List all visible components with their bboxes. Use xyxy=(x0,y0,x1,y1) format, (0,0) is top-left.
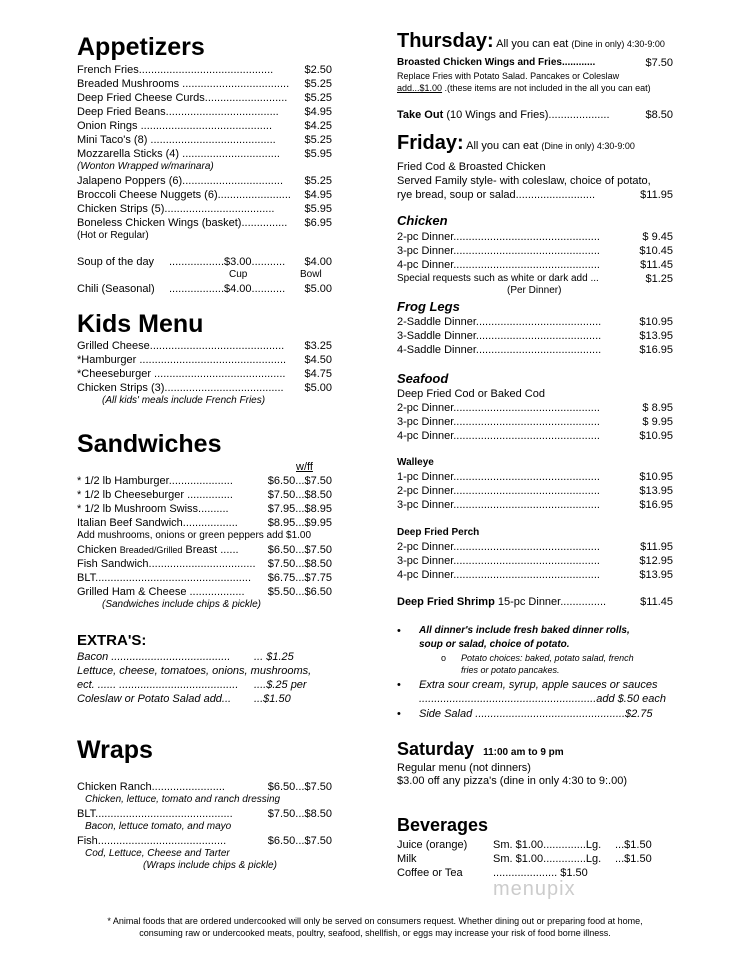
list-item: 4-pc Dinner................................................ $10.95 xyxy=(397,430,673,442)
beverages-title: Beverages xyxy=(397,815,489,835)
bullet-icon: • xyxy=(397,679,401,691)
beverage-name: Coffee or Tea xyxy=(397,867,463,879)
sandwiches-title: Sandwiches xyxy=(77,430,222,458)
list-item: Jalapeno Poppers (6)................................. $5.25 xyxy=(77,175,332,187)
chili-bowl-price: $5.00 xyxy=(304,283,332,295)
list-item: 3-pc Dinner................................................ $ 9.95 xyxy=(397,416,673,428)
list-item: *Hamburger ................................................ $4.50 xyxy=(77,354,332,366)
per-dinner-note: (Per Dinner) xyxy=(507,285,562,296)
thursday-note-2: add...$1.00 .(these items are not included in the all you can eat) xyxy=(397,83,651,93)
extra-lettuce: Lettuce, cheese, tomatoes, onions, mushrooms, xyxy=(77,665,312,677)
list-item: Fish Sandwich................................... $7.50...$8.50 xyxy=(77,558,332,570)
list-item: 3-pc Dinner................................................ $16.95 xyxy=(397,499,673,511)
seafood-title: Seafood xyxy=(397,371,449,386)
bullet-icon: • xyxy=(397,625,401,637)
footer-line: consuming raw or undercooked meats, poultry, seafood, shellfish, or eggs may increase your risk of food borne illness. xyxy=(139,928,611,938)
sub-bullet-text: fries or potato pancakes. xyxy=(461,665,560,675)
sub-bullet-text: Potato choices: baked, potato salad, french xyxy=(461,653,634,663)
list-item: Onion Rings ........................................... $4.25 xyxy=(77,120,332,132)
wraps-note: (Wraps include chips & pickle) xyxy=(143,860,277,871)
list-item: Chicken Ranch........................ $6.50...$7.50 xyxy=(77,781,332,793)
bullet-text: Side Salad .................................................$2.75 xyxy=(419,708,653,720)
soup-label: Soup of the day xyxy=(77,256,155,268)
beverage-price: Sm. $1.00..............Lg. xyxy=(493,853,602,865)
cod-title: Deep Fried Cod or Baked Cod xyxy=(397,388,545,400)
bullet-icon: • xyxy=(397,708,401,720)
wraps-title: Wraps xyxy=(77,736,153,764)
frog-title: Frog Legs xyxy=(397,299,460,314)
appetizers-title: Appetizers xyxy=(77,33,205,61)
beverage-price: ...$1.50 xyxy=(615,853,652,865)
chili-label: Chili (Seasonal) xyxy=(77,283,155,295)
list-item: 3-pc Dinner................................................ $10.45 xyxy=(397,245,673,257)
wff-label: w/ff xyxy=(296,461,313,473)
wrap-desc: Cod, Lettuce, Cheese and Tarter xyxy=(85,848,230,859)
wings-note: (Hot or Regular) xyxy=(77,230,149,241)
list-item: 3-Saddle Dinner......................................... $13.95 xyxy=(397,330,673,342)
list-item: rye bread, soup or salad.......................... $11.95 xyxy=(397,189,673,201)
extra-bacon: Bacon ....................................... xyxy=(77,651,231,663)
list-item: Fish.......................................... $6.50...$7.50 xyxy=(77,835,332,847)
list-item: Boneless Chicken Wings (basket)............... $6.95 xyxy=(77,217,332,229)
thursday-note: Replace Fries with Potato Salad. Pancakes or Coleslaw xyxy=(397,71,620,81)
list-item: French Fries............................................ $2.50 xyxy=(77,64,332,76)
list-item: 4-Saddle Dinner......................................... $16.95 xyxy=(397,344,673,356)
list-item: 4-pc Dinner................................................ $13.95 xyxy=(397,569,673,581)
beverage-price: Sm. $1.00..............Lg. xyxy=(493,839,602,851)
list-item: BLT............................................. $7.50...$8.50 xyxy=(77,808,332,820)
list-item: Grilled Cheese............................................ $3.25 xyxy=(77,340,332,352)
list-item: Special requests such as white or dark add ... $1.25 xyxy=(397,273,673,285)
list-item: 4-pc Dinner................................................ $11.45 xyxy=(397,259,673,271)
bowl-label: Bowl xyxy=(300,269,322,280)
list-item: Mini Taco's (8) ......................................... $5.25 xyxy=(77,134,332,146)
list-item: 2-pc Dinner................................................ $ 9.45 xyxy=(397,231,673,243)
list-item: Broasted Chicken Wings and Fries............ $7.50 xyxy=(397,57,673,69)
bullet-text: ..........................................................add $.50 each xyxy=(419,693,666,705)
list-item: Chicken Strips (3)....................................... $5.00 xyxy=(77,382,332,394)
extra-coleslaw-price: ...$1.50 xyxy=(254,693,291,705)
list-item: BLT................................................... $6.75...$7.75 xyxy=(77,572,332,584)
bullet-text: Extra sour cream, syrup, apple sauces or sauces xyxy=(419,679,658,691)
list-item: 1-pc Dinner................................................ $10.95 xyxy=(397,471,673,483)
footer-disclaimer xyxy=(0,915,750,939)
cup-label: Cup xyxy=(229,269,248,280)
list-item: Breaded Mushrooms ................................... $5.25 xyxy=(77,78,332,90)
beverage-name: Milk xyxy=(397,853,417,865)
list-item: Deep Fried Shrimp 15-pc Dinner............... $11.45 xyxy=(397,596,673,608)
extra-bacon-price: ... $1.25 xyxy=(254,651,294,663)
list-item: * 1/2 lb Cheeseburger ............... $7.50...$8.50 xyxy=(77,489,332,501)
extra-lettuce-price: ....$.25 per xyxy=(254,679,307,691)
list-item: Grilled Ham & Cheese .................. $5.50...$6.50 xyxy=(77,586,332,598)
beverage-name: Juice (orange) xyxy=(397,839,468,851)
list-item: Deep Fried Cheese Curds........................... $5.25 xyxy=(77,92,332,104)
extra-lettuce-2: ect. ...... ....................................... xyxy=(77,679,239,691)
list-item: Chicken Breaded/Grilled Breast ...... $6.50...$7.50 xyxy=(77,544,332,556)
sandwich-note: (Sandwiches include chips & pickle) xyxy=(102,599,261,610)
bullet-text: All dinner's include fresh baked dinner rolls, xyxy=(419,625,630,636)
list-item: Italian Beef Sandwich.................. $8.95...$9.95 xyxy=(77,517,332,529)
sandwich-addon-note: Add mushrooms, onions or green peppers add $1.00 xyxy=(77,530,312,541)
list-item: 2-Saddle Dinner......................................... $10.95 xyxy=(397,316,673,328)
list-item: 3-pc Dinner................................................ $12.95 xyxy=(397,555,673,567)
list-item: 2-pc Dinner................................................ $ 8.95 xyxy=(397,402,673,414)
watermark: menupix xyxy=(493,878,576,900)
appetizer-note: (Wonton Wrapped w/marinara) xyxy=(77,161,214,172)
thursday-header: Thursday: All you can eat (Dine in only) 4:30-9:00 xyxy=(397,30,665,52)
kids-note: (All kids' meals include French Fries) xyxy=(102,395,266,406)
list-item: *Cheeseburger ........................................... $4.75 xyxy=(77,368,332,380)
list-item: 2-pc Dinner................................................ $11.95 xyxy=(397,541,673,553)
extra-coleslaw: Coleslaw or Potato Salad add... xyxy=(77,693,232,705)
list-item: 2-pc Dinner................................................ $13.95 xyxy=(397,485,673,497)
list-item: * 1/2 lb Hamburger..................... $6.50...$7.50 xyxy=(77,475,332,487)
saturday-line: Regular menu (not dinners) xyxy=(397,762,531,774)
wrap-desc: Chicken, lettuce, tomato and ranch dressing xyxy=(85,794,281,805)
soup-cup-price: ..................$3.00........... xyxy=(169,256,286,268)
beverage-price: ...$1.50 xyxy=(615,839,652,851)
friday-line: Fried Cod & Broasted Chicken xyxy=(397,161,546,173)
friday-line: Served Family style- with coleslaw, choice of potato, xyxy=(397,175,651,187)
saturday-header: Saturday 11:00 am to 9 pm xyxy=(397,739,564,759)
bullet-text: soup or salad, choice of potato. xyxy=(419,639,570,650)
extras-title: EXTRA'S: xyxy=(77,632,147,649)
walleye-title: Walleye xyxy=(397,457,434,468)
chicken-title: Chicken xyxy=(397,213,448,228)
wrap-desc: Bacon, lettuce tomato, and mayo xyxy=(85,821,232,832)
list-item: Deep Fried Beans..................................... $4.95 xyxy=(77,106,332,118)
list-item: * 1/2 lb Mushroom Swiss.......... $7.95...$8.95 xyxy=(77,503,332,515)
perch-title: Deep Fried Perch xyxy=(397,527,480,538)
list-item: Broccoli Cheese Nuggets (6)........................ $4.95 xyxy=(77,189,332,201)
list-item: Take Out (10 Wings and Fries).................... $8.50 xyxy=(397,109,673,121)
beverage-price: ..................... $1.50 xyxy=(493,867,588,879)
chili-cup-price: ..................$4.00........... xyxy=(169,283,286,295)
friday-header: Friday: All you can eat (Dine in only) 4:30-9:00 xyxy=(397,132,635,154)
soup-bowl-price: $4.00 xyxy=(304,256,332,268)
list-item: Chicken Strips (5).................................... $5.95 xyxy=(77,203,332,215)
list-item: Mozzarella Sticks (4) ................................ $5.95 xyxy=(77,148,332,160)
kids-title: Kids Menu xyxy=(77,310,204,338)
circle-bullet-icon: o xyxy=(441,653,447,663)
saturday-line: $3.00 off any pizza's (dine in only 4:30 to 9:.00) xyxy=(397,775,627,787)
footer-line: * Animal foods that are ordered undercooked will only be served on consumers request. Whether dining out or preparing food at home, xyxy=(107,916,643,926)
